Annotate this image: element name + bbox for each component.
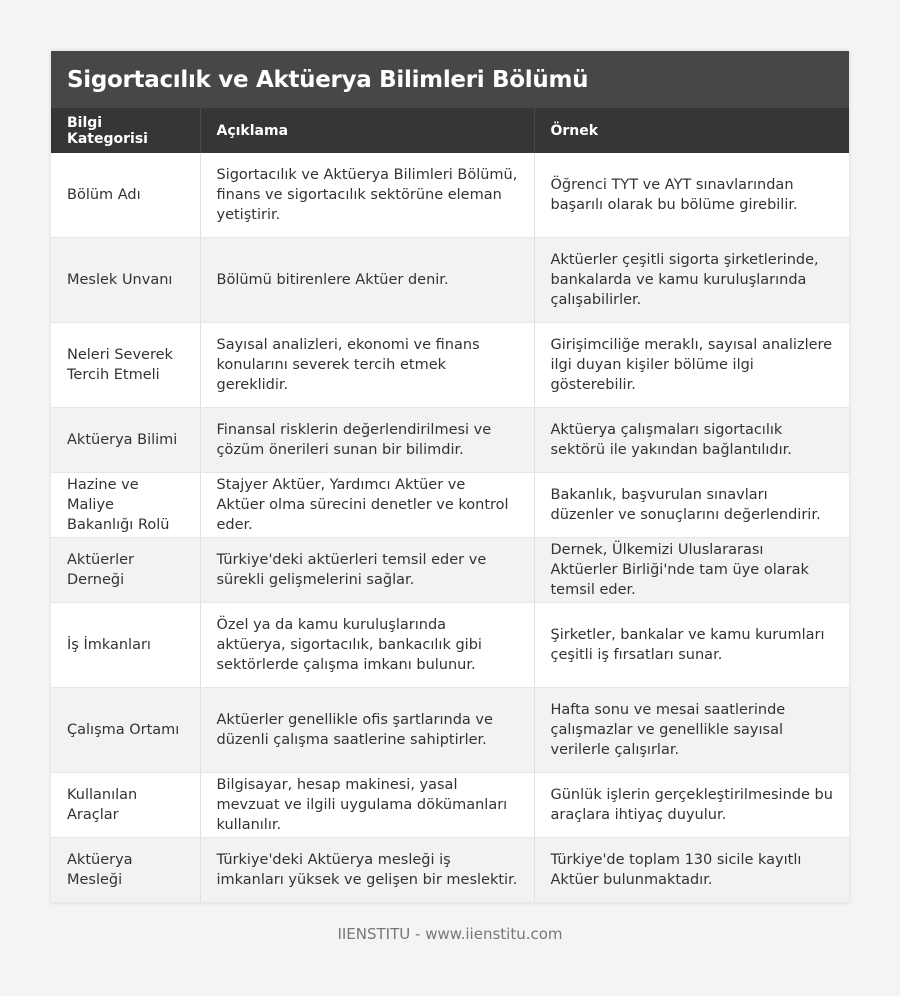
cell-example: Aktüerya çalışmaları sigortacılık sektörü ile yakından bağlantılıdır. <box>534 408 849 473</box>
cell-description: Bölümü bitirenlere Aktüer denir. <box>200 238 534 323</box>
cell-example: Bakanlık, başvurulan sınavları düzenler ve sonuçlarını değerlendirir. <box>534 473 849 538</box>
table-row <box>51 323 849 408</box>
header-description: Açıklama <box>200 108 534 153</box>
cell-description: Türkiye'deki Aktüerya mesleği iş imkanları yüksek ve gelişen bir meslektir. <box>200 838 534 903</box>
table-row <box>51 238 849 323</box>
cell-description: Finansal risklerin değerlendirilmesi ve çözüm önerileri sunan bir bilimdir. <box>200 408 534 473</box>
cell-example: Aktüerler çeşitli sigorta şirketlerinde, bankalarda ve kamu kuruluşlarında çalışabilirler. <box>534 238 849 323</box>
cell-category: Aktüerya Bilimi <box>51 408 200 473</box>
table-row <box>51 473 849 538</box>
cell-description: Aktüerler genellikle ofis şartlarında ve düzenli çalışma saatlerine sahiptirler. <box>200 688 534 773</box>
cell-example: Dernek, Ülkemizi Uluslararası Aktüerler Birliği'nde tam üye olarak temsil eder. <box>534 538 849 603</box>
cell-category: Bölüm Adı <box>51 153 200 238</box>
cell-category: Hazine ve Maliye Bakanlığı Rolü <box>51 473 200 538</box>
cell-category: Aktüerler Derneği <box>51 538 200 603</box>
cell-category: İş İmkanları <box>51 603 200 688</box>
info-table-card <box>51 51 849 903</box>
cell-description: Türkiye'deki aktüerleri temsil eder ve sürekli gelişmelerini sağlar. <box>200 538 534 603</box>
table-row <box>51 153 849 238</box>
cell-category: Neleri Severek Tercih Etmeli <box>51 323 200 408</box>
cell-example: Şirketler, bankalar ve kamu kurumları çeşitli iş fırsatları sunar. <box>534 603 849 688</box>
cell-category: Çalışma Ortamı <box>51 688 200 773</box>
cell-description: Bilgisayar, hesap makinesi, yasal mevzuat ve ilgili uygulama dökümanları kullanılır. <box>200 773 534 838</box>
cell-description: Sayısal analizleri, ekonomi ve finans konularını severek tercih etmek gereklidir. <box>200 323 534 408</box>
cell-category: Kullanılan Araçlar <box>51 773 200 838</box>
header-row <box>51 108 849 153</box>
table-title: Sigortacılık ve Aktüerya Bilimleri Bölümü <box>51 51 849 108</box>
cell-example: Girişimciliğe meraklı, sayısal analizlere ilgi duyan kişiler bölüme ilgi gösterebilir. <box>534 323 849 408</box>
table-row <box>51 688 849 773</box>
cell-category: Aktüerya Mesleği <box>51 838 200 903</box>
cell-category: Meslek Unvanı <box>51 238 200 323</box>
footer-credit: IIENSTITU - www.iienstitu.com <box>337 925 563 943</box>
cell-example: Türkiye'de toplam 130 sicile kayıtlı Aktüer bulunmaktadır. <box>534 838 849 903</box>
cell-description: Sigortacılık ve Aktüerya Bilimleri Bölümü, finans ve sigortacılık sektörüne eleman yetiştirir. <box>200 153 534 238</box>
table-row <box>51 538 849 603</box>
table-row <box>51 408 849 473</box>
table-row <box>51 603 849 688</box>
cell-example: Günlük işlerin gerçekleştirilmesinde bu araçlara ihtiyaç duyulur. <box>534 773 849 838</box>
table-row <box>51 773 849 838</box>
header-category: Bilgi Kategorisi <box>51 108 200 153</box>
cell-description: Stajyer Aktüer, Yardımcı Aktüer ve Aktüer olma sürecini denetler ve kontrol eder. <box>200 473 534 538</box>
table-row <box>51 838 849 903</box>
cell-example: Hafta sonu ve mesai saatlerinde çalışmazlar ve genellikle sayısal verilerle çalışırlar. <box>534 688 849 773</box>
cell-example: Öğrenci TYT ve AYT sınavlarından başarılı olarak bu bölüme girebilir. <box>534 153 849 238</box>
header-example: Örnek <box>534 108 849 153</box>
cell-description: Özel ya da kamu kuruluşlarında aktüerya, sigortacılık, bankacılık gibi sektörlerde çalışma imkanı bulunur. <box>200 603 534 688</box>
info-table <box>51 108 849 903</box>
